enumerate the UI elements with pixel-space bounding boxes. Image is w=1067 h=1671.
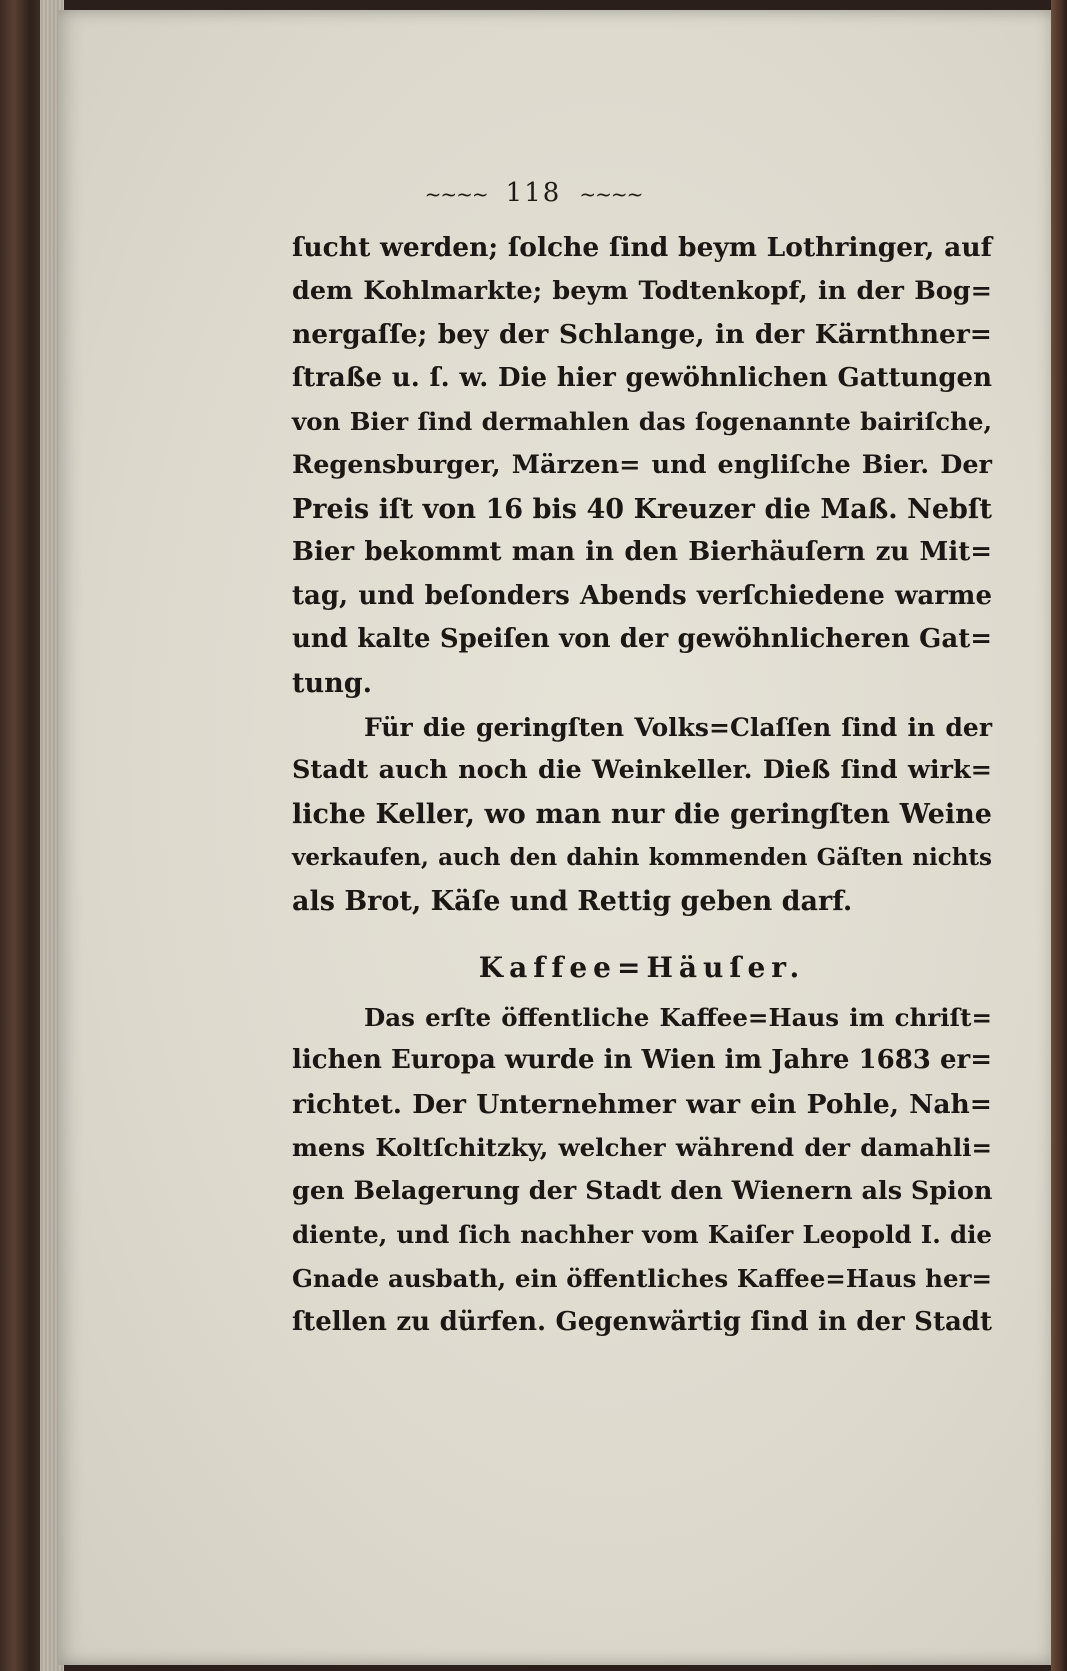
text-line: als Brot, Käſe und Rettig geben darf. xyxy=(292,885,853,917)
text-line: Regensburger, Märzen= und engliſche Bier. Der xyxy=(292,449,992,480)
text-line: von Bier ſind dermahlen das ſogenannte bairiſche, xyxy=(292,407,992,437)
text-line: lichen Europa wurde in Wien im Jahre 1683 er= xyxy=(292,1045,992,1076)
paragraph-beer xyxy=(292,226,992,706)
page-text xyxy=(292,226,992,1344)
right-ornament: ~~~~ xyxy=(579,182,643,206)
text-line: gen Belagerung der Stadt den Wienern als Spion xyxy=(292,1175,993,1206)
text-line: dem Kohlmarkte; beym Todtenkopf, in der Bog= xyxy=(292,275,992,306)
paragraph-coffee-houses xyxy=(292,996,992,1345)
running-head xyxy=(0,178,1067,208)
text-line: Für die geringſten Volks=Claſſen ſind in der xyxy=(364,712,992,742)
text-line: Das erſte öffentliche Kaffee=Haus im chriſt= xyxy=(364,1002,992,1032)
text-line: richtet. Der Unternehmer war ein Pohle, Nah= xyxy=(292,1088,992,1120)
binding-edge xyxy=(1051,0,1067,1671)
text-line: Preis iſt von 16 bis 40 Kreuzer die Maß. Nebſt xyxy=(292,493,992,525)
text-line: verkaufen, auch den dahin kommenden Gäſten nichts xyxy=(292,844,992,872)
text-line: diente, und ſich nachher vom Kaiſer Leopold I. die xyxy=(292,1220,992,1250)
section-heading: Kaffee=Häuſer. xyxy=(478,950,806,984)
text-line: ſucht werden; ſolche ſind beym Lothringer, auf xyxy=(292,232,992,263)
page-number: 118 xyxy=(505,178,562,208)
text-line: liche Keller, wo man nur die geringſten Weine xyxy=(292,798,992,830)
text-line: Bier bekommt man in den Bierhäuſern zu Mit= xyxy=(292,537,992,568)
text-line: nergaſſe; bey der Schlange, in der Kärnthner= xyxy=(292,319,992,351)
text-line: Gnade ausbath, ein öffentliches Kaffee=Haus her= xyxy=(292,1264,992,1294)
text-line: Stadt auch noch die Weinkeller. Dieß ſind wirk= xyxy=(292,755,992,786)
paragraph-wine-cellars xyxy=(292,706,992,924)
text-line: tung. xyxy=(292,667,373,699)
text-line: ſtraße u. ſ. w. Die hier gewöhnlichen Gattungen xyxy=(292,362,992,393)
text-line: ſtellen zu dürfen. Gegenwärtig ſind in der Stadt xyxy=(292,1306,992,1337)
text-line: tag, und beſonders Abends verſchiedene warme xyxy=(292,580,992,611)
text-line: mens Koltſchitzky, welcher während der damahli= xyxy=(292,1133,992,1163)
text-line: und kalte Speiſen von der gewöhnlicheren Gat= xyxy=(292,624,992,655)
left-ornament: ~~~~ xyxy=(424,182,488,206)
